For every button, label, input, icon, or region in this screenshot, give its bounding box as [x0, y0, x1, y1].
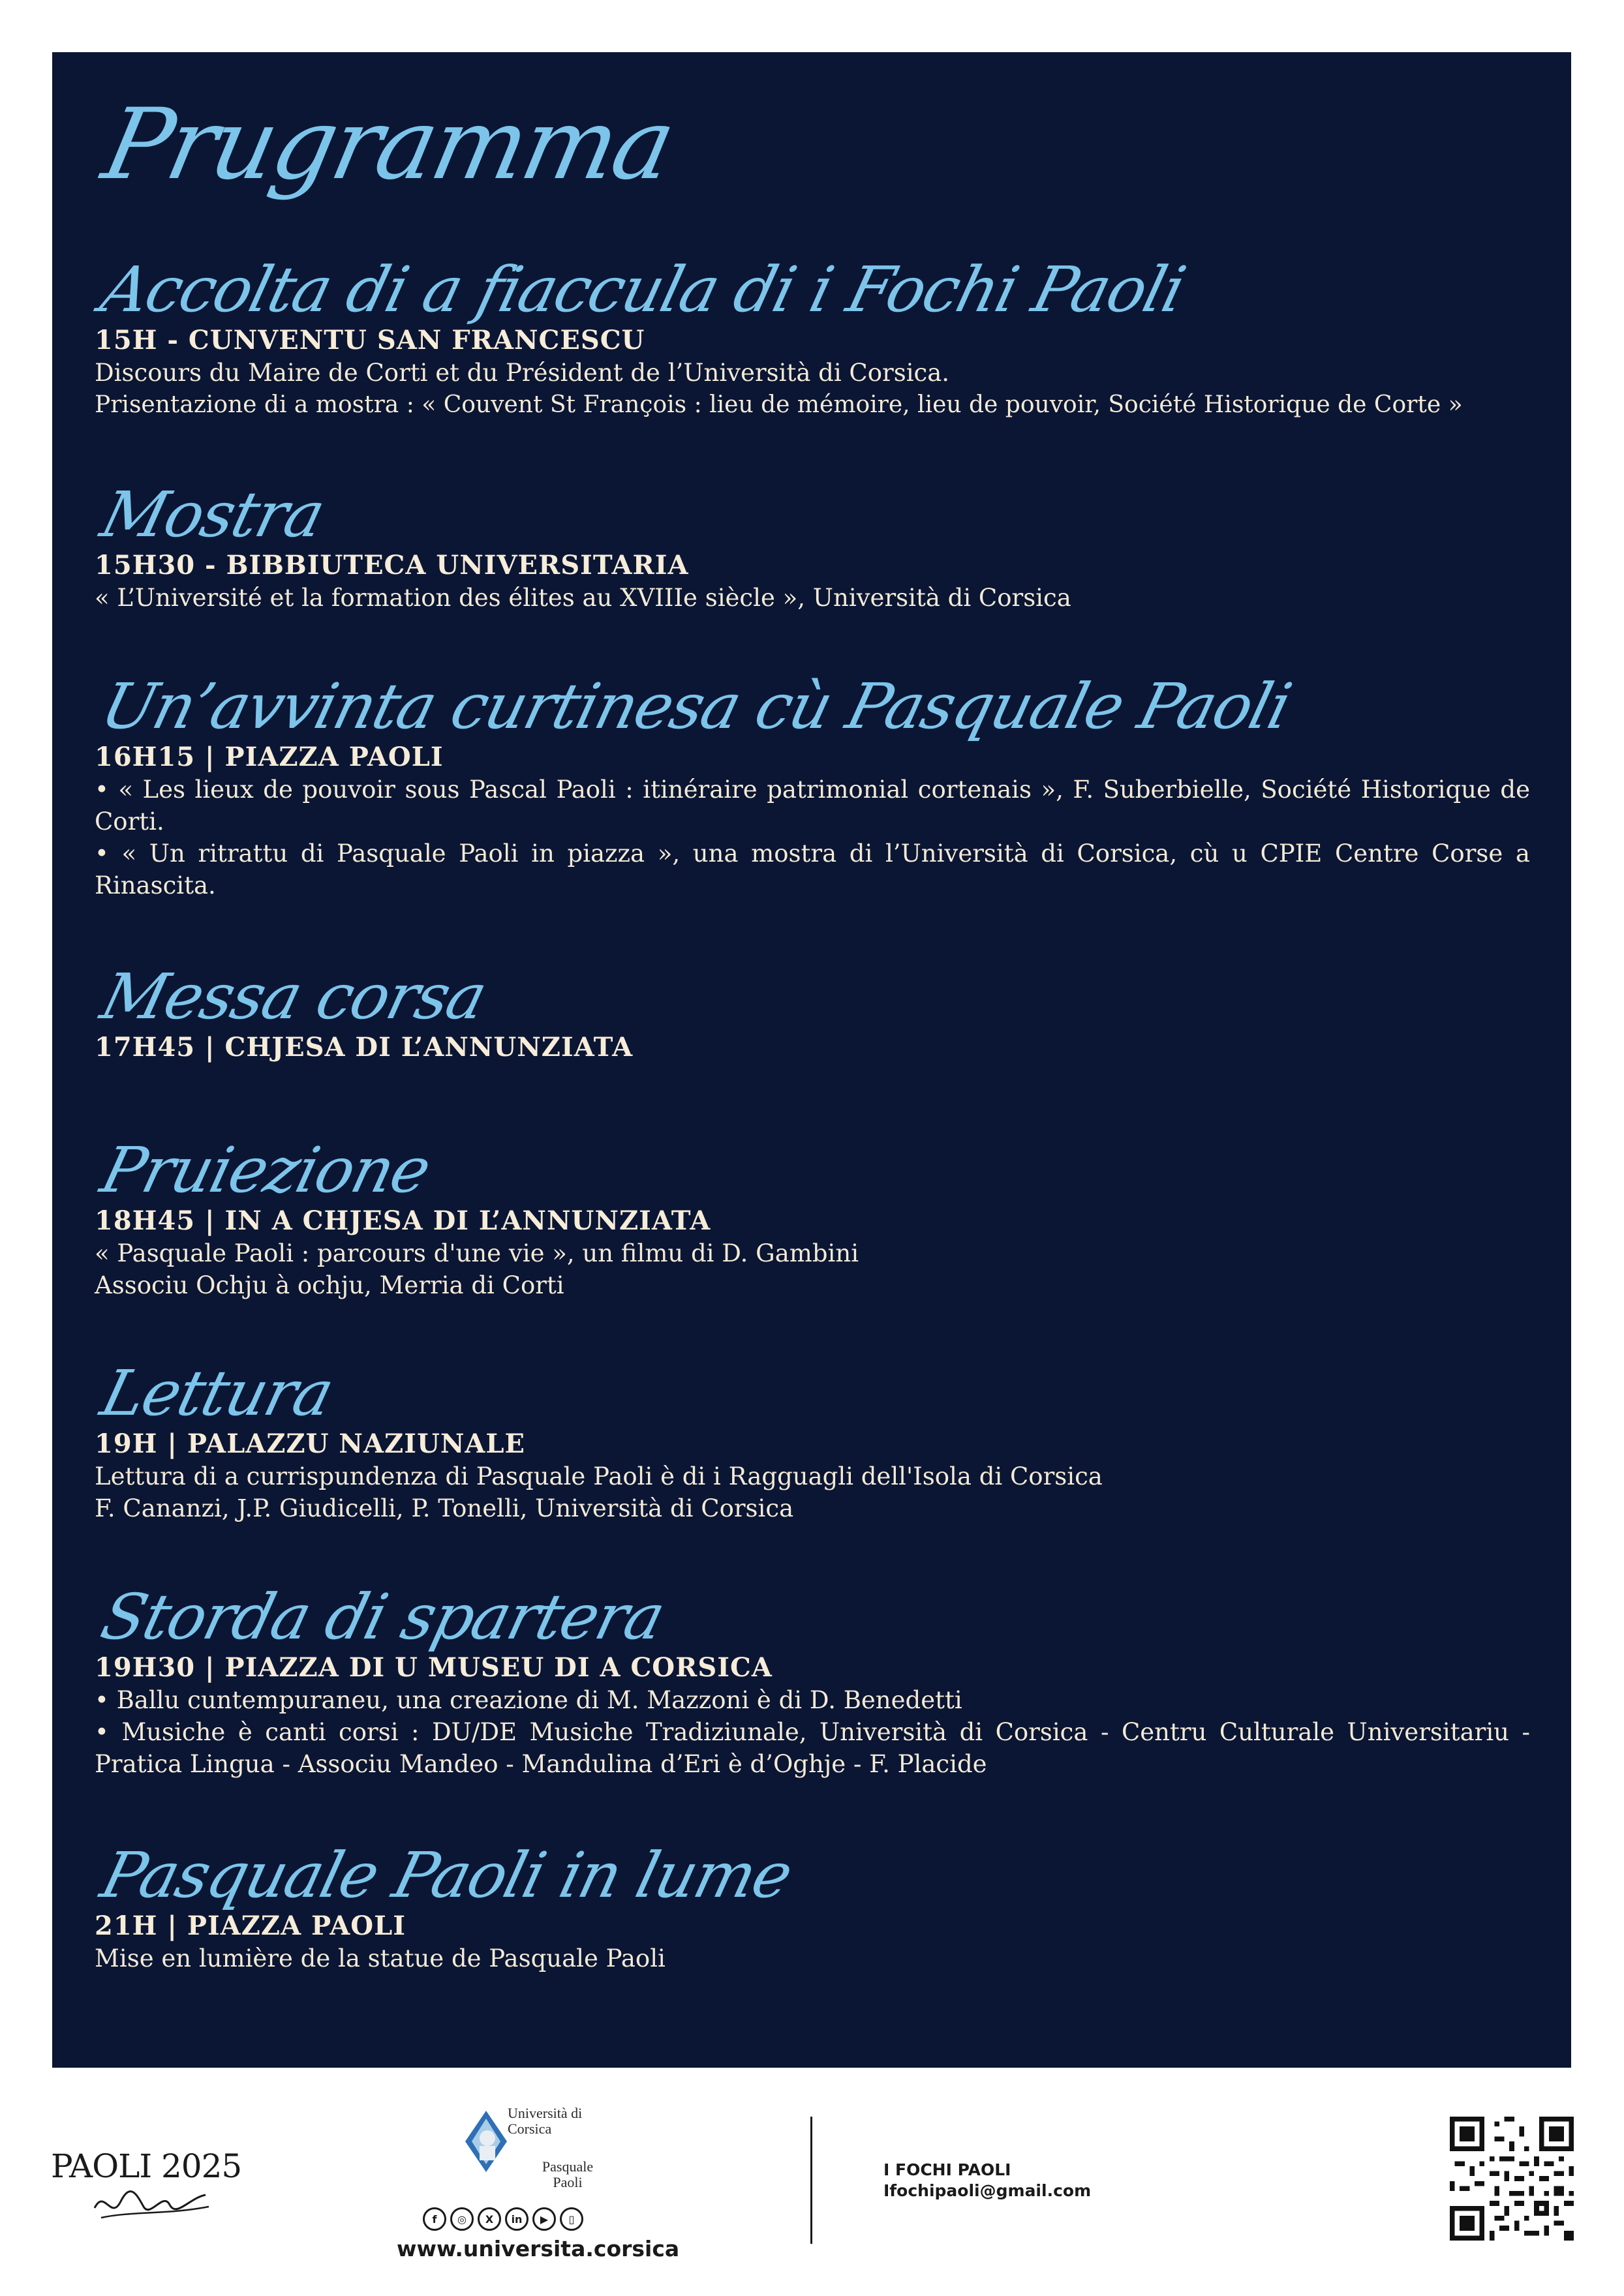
social-links	[423, 2207, 583, 2231]
section-time-place: 18H45 | IN A CHJESA DI L’ANNUNZIATA	[95, 1205, 711, 1236]
contact-name: I FOCHI PAOLI	[883, 2160, 1011, 2179]
university-name: Università di Corsica	[508, 2105, 583, 2137]
section-heading: Pruiezione	[94, 1134, 437, 1207]
section-line: « L’Université et la formation des élites au XVIIIe siècle », Università di Corsica	[95, 584, 1071, 612]
x-icon[interactable]: X	[478, 2207, 501, 2231]
section-line: • Musiche è canti corsi : DU/DE Musiche Tradiziunale, Università di Corsica - Centru Culturale Universitariu - Pratica Lingua - Associu Mandeo - Mandulina d’Eri è d’Oghje - F. Placide	[95, 1718, 1530, 1778]
section-pruiezione	[95, 1136, 1530, 1301]
section-accolta	[94, 253, 1530, 421]
section-line: Discours du Maire de Corti et du Président de l’Università di Corsica.	[95, 359, 950, 387]
contact-email[interactable]: Ifochipaoli@gmail.com	[883, 2181, 1092, 2200]
section-line: • « Un ritrattu di Pasquale Paoli in piazza », una mostra di l’Università di Corsica, cù u CPIE Centre Corse a Rinascita.	[95, 839, 1530, 899]
section-line: • « Les lieux de pouvoir sous Pascal Paoli : itinéraire patrimonial cortenais », F. Suberbielle, Société Historique de Corti.	[95, 776, 1530, 836]
section-heading: Pasquale Paoli in lume	[94, 1839, 799, 1912]
university-logo-icon	[460, 2106, 512, 2177]
section-avvinta	[95, 672, 1530, 901]
section-heading: Lettura	[94, 1357, 340, 1430]
section-line: • Ballu cuntempuraneu, una creazione di M. Mazzoni è di D. Benedetti	[95, 1686, 962, 1714]
program-title: Prugramma	[94, 88, 682, 202]
section-line: F. Cananzi, J.P. Giudicelli, P. Tonelli, Università di Corsica	[95, 1494, 794, 1522]
linkedin-icon[interactable]: in	[505, 2207, 529, 2231]
instagram-icon[interactable]: ◎	[450, 2207, 474, 2231]
section-lettura	[95, 1359, 1530, 1524]
section-time-place: 19H | PALAZZU NAZIUNALE	[95, 1428, 526, 1459]
section-time-place: 16H15 | PIAZZA PAOLI	[95, 742, 444, 772]
section-heading: Un’avvinta curtinesa cù Pasquale Paoli	[94, 670, 1298, 743]
section-line: Prisentazione di a mostra : « Couvent St François : lieu de mémoire, lieu de pouvoir, Société Historique de Corte »	[95, 391, 1463, 418]
section-heading: Accolta di a fiaccula di i Fochi Paoli	[94, 253, 1192, 326]
section-heading: Storda di spartera	[94, 1580, 671, 1654]
signature-icon	[91, 2182, 215, 2228]
section-messa	[94, 960, 1530, 1064]
phone-icon[interactable]: ▯	[560, 2207, 583, 2231]
section-time-place: 17H45 | CHJESA DI L’ANNUNZIATA	[95, 1032, 634, 1063]
facebook-icon[interactable]: f	[423, 2207, 446, 2231]
website-link[interactable]: www.universita.corsica	[397, 2236, 680, 2261]
qr-code-icon[interactable]	[1450, 2117, 1574, 2241]
footer-divider	[810, 2117, 812, 2244]
youtube-icon[interactable]: ▶	[532, 2207, 556, 2231]
section-line: Mise en lumière de la statue de Pasquale Paoli	[95, 1944, 666, 1972]
section-mostra	[94, 478, 1530, 614]
section-time-place: 21H | PIAZZA PAOLI	[95, 1911, 406, 1941]
section-time-place: 19H30 | PIAZZA DI U MUSEU DI A CORSICA	[95, 1652, 773, 1683]
section-heading: Messa corsa	[94, 960, 493, 1033]
university-subtitle: Pasquale Paoli	[542, 2158, 594, 2190]
section-time-place: 15H30 - BIBBIUTECA UNIVERSITARIA	[95, 550, 689, 581]
section-time-place: 15H - CUNVENTU SAN FRANCESCU	[95, 325, 645, 355]
section-storda	[94, 1580, 1530, 1780]
section-heading: Mostra	[94, 478, 331, 551]
section-line: Associu Ochju à ochju, Merria di Corti	[95, 1271, 564, 1299]
section-line: Lettura di a currispundenza di Pasquale Paoli è di i Ragguagli dell'Isola di Corsica	[95, 1462, 1103, 1490]
paoli-2025-logo: PAOLI 2025	[51, 2147, 242, 2185]
section-lume	[95, 1841, 1530, 1974]
section-line: « Pasquale Paoli : parcours d'une vie », un filmu di D. Gambini	[95, 1239, 859, 1267]
